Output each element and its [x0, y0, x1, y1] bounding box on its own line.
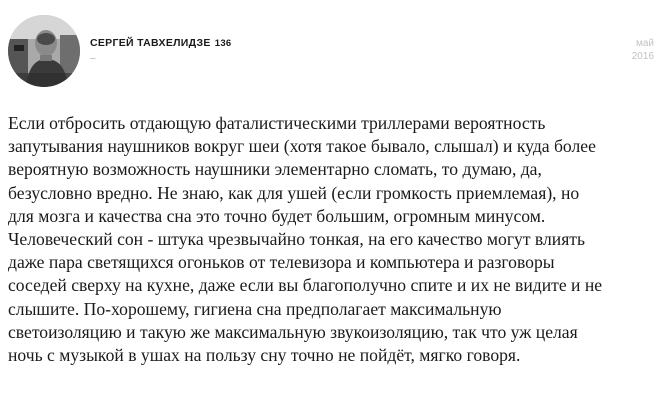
comment-text-line: соседей сверху на кухне, даже если вы благополучно спите и их не видите и не: [8, 275, 603, 296]
comment-date: [632, 37, 654, 63]
comment-text-line: слышите. По-хорошему, гигиена сна предполагает максимальную: [8, 298, 502, 319]
comment-text-line: Если отбросить отдающую фаталистическими триллерами вероятность: [8, 113, 546, 133]
comment-text-line: Человеческий сон - штука чрезвычайно тонкая, на его качество могут влиять: [8, 229, 585, 250]
comment-text: [8, 112, 668, 367]
author-line: [90, 37, 232, 49]
comment-date-year: 2016: [631, 51, 654, 62]
avatar[interactable]: [8, 15, 80, 87]
author-subtitle: –: [90, 53, 96, 64]
comment-text-line: даже пара светящихся огоньков от телевизора и компьютера и разговоры: [8, 252, 555, 273]
comment-text-line: безусловно вредно. Не знаю, как для ушей (если громкость приемлемая), но: [8, 182, 580, 203]
avatar-photo-icon: [8, 15, 80, 87]
comment-header: [8, 15, 662, 89]
comment-text-line: светоизоляцию и такую же максимальную звукоизоляцию, так что уж целая: [8, 321, 578, 342]
author-karma: 136: [214, 38, 232, 49]
author-name[interactable]: СЕРГЕЙ ТАВХЕЛИДЗЕ: [90, 37, 211, 49]
comment-date-month: май: [635, 38, 654, 49]
comment-text-line: вероятную возможность наушники элементарно сломать, то думаю, да,: [8, 159, 542, 180]
comment-text-line: ночь с музыкой в ушах на пользу сну точно не пойдёт, мягко говоря.: [8, 345, 521, 366]
comment-text-line: запутывания наушников вокруг шеи (хотя такое бывало, слышал) и куда более: [8, 136, 596, 157]
comment-text-line: для мозга и качества сна это точно будет большим, огромным минусом.: [8, 205, 546, 226]
